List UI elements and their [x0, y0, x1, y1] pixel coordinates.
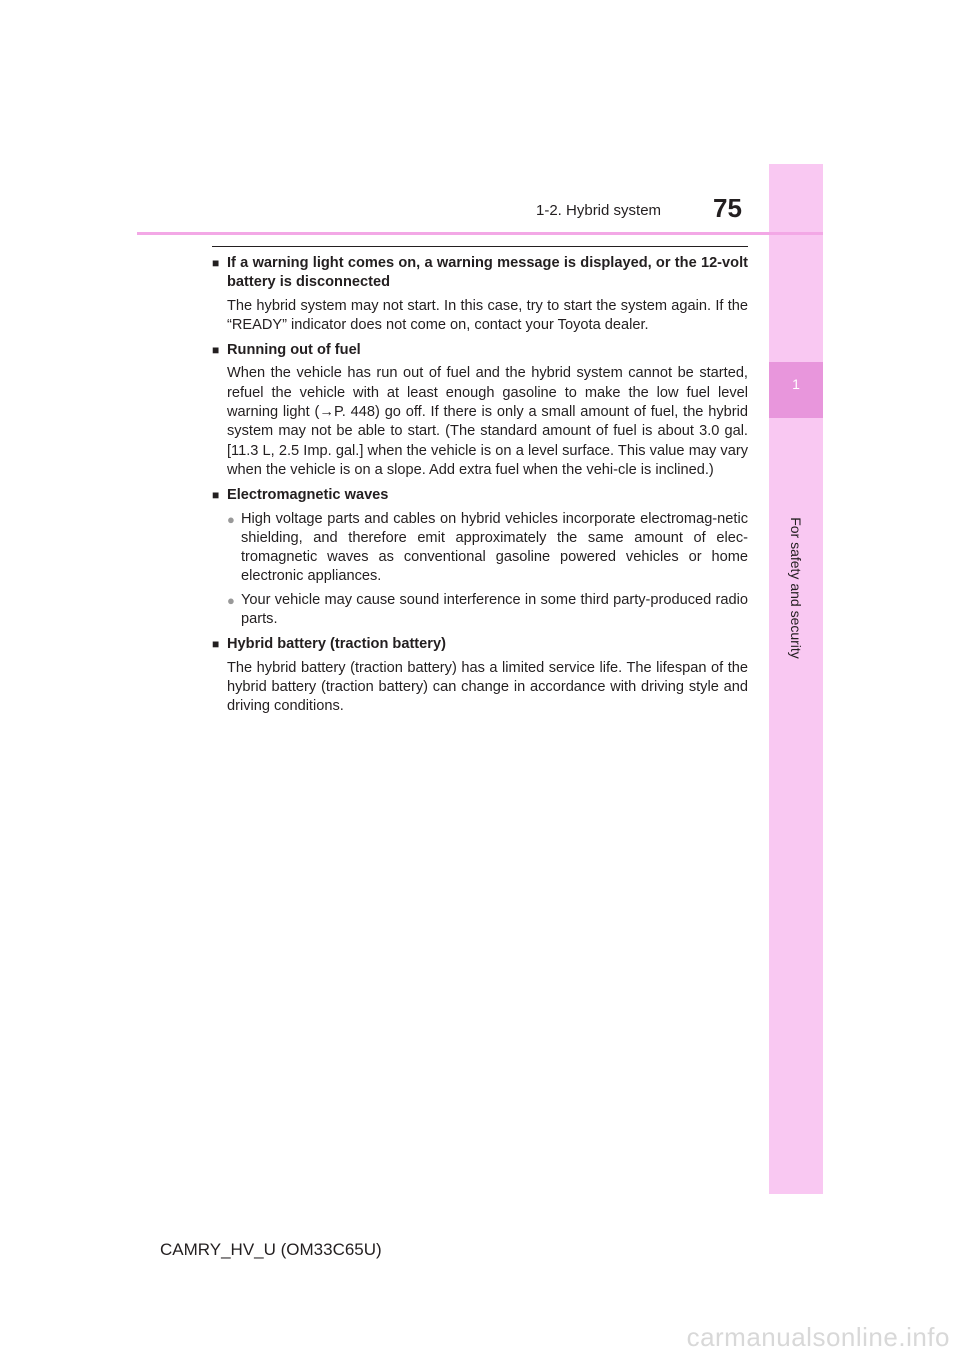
topic-heading: If a warning light comes on, a warning message is displayed, or the 12-volt battery is disconnected: [227, 255, 748, 291]
section-title: 1-2. Hybrid system: [536, 202, 662, 219]
page-content: [212, 254, 748, 723]
topic-hybrid-battery: [212, 635, 748, 716]
bullet-dot-icon: ●: [227, 511, 235, 527]
bullet-text: Your vehicle may cause sound interference in some third party-produced radio parts.: [241, 591, 748, 628]
topic-square-icon: ■: [212, 488, 220, 503]
topic-body: The hybrid system may not start. In this case, try to start the system again. If the “READY” indicator does not come on, contact your Toyota dealer.: [227, 297, 748, 333]
bullet-item: [227, 510, 748, 587]
topic-square-icon: ■: [212, 637, 220, 652]
topic-running-out-of-fuel: [212, 341, 748, 480]
topic-heading: Hybrid battery (traction battery): [227, 636, 446, 653]
page-number: 75: [713, 193, 742, 223]
content-rule: [212, 246, 748, 247]
chapter-number: 1: [792, 376, 800, 392]
bullet-dot-icon: ●: [227, 592, 235, 608]
chapter-title: For safety and security: [788, 517, 804, 659]
bullet-item: [227, 591, 748, 630]
topic-body: When the vehicle has run out of fuel and the hybrid system cannot be started, refuel the vehicle with at least enough gasoline to make the low fuel level warning light (→P. 448) go off. If there is only a small amount of fuel, the hybrid system may not be able to start. (The standard amount of fuel is about 3.0 gal. [11.3 L, 2.5 Imp. gal.] when the vehicle is on a level surface. This value may vary when the vehicle is on a slope. Add extra fuel when the vehi-cle is inclined.): [227, 365, 748, 478]
topic-body: The hybrid battery (traction battery) has a limited service life. The lifespan of the hybrid battery (traction battery) can change in accordance with driving style and driving conditions.: [227, 659, 748, 715]
topic-electromagnetic-waves: [212, 486, 748, 629]
watermark-link[interactable]: carmanualsonline.info: [686, 1322, 950, 1352]
header-rule: [137, 232, 823, 235]
topic-square-icon: ■: [212, 256, 220, 270]
footer-model-code: CAMRY_HV_U (OM33C65U): [160, 1240, 382, 1259]
topic-heading: Electromagnetic waves: [227, 487, 389, 504]
chapter-side-tab: [769, 164, 823, 1194]
topic-heading: Running out of fuel: [227, 342, 361, 359]
topic-square-icon: ■: [212, 343, 220, 358]
bullet-text: High voltage parts and cables on hybrid vehicles incorporate electromag-netic shielding, and therefore emit approximately the same amount of elec-tromagnetic waves as conventional gasoline powered vehicles or home electronic appliances.: [241, 510, 748, 585]
topic-warning-light: [212, 254, 748, 335]
